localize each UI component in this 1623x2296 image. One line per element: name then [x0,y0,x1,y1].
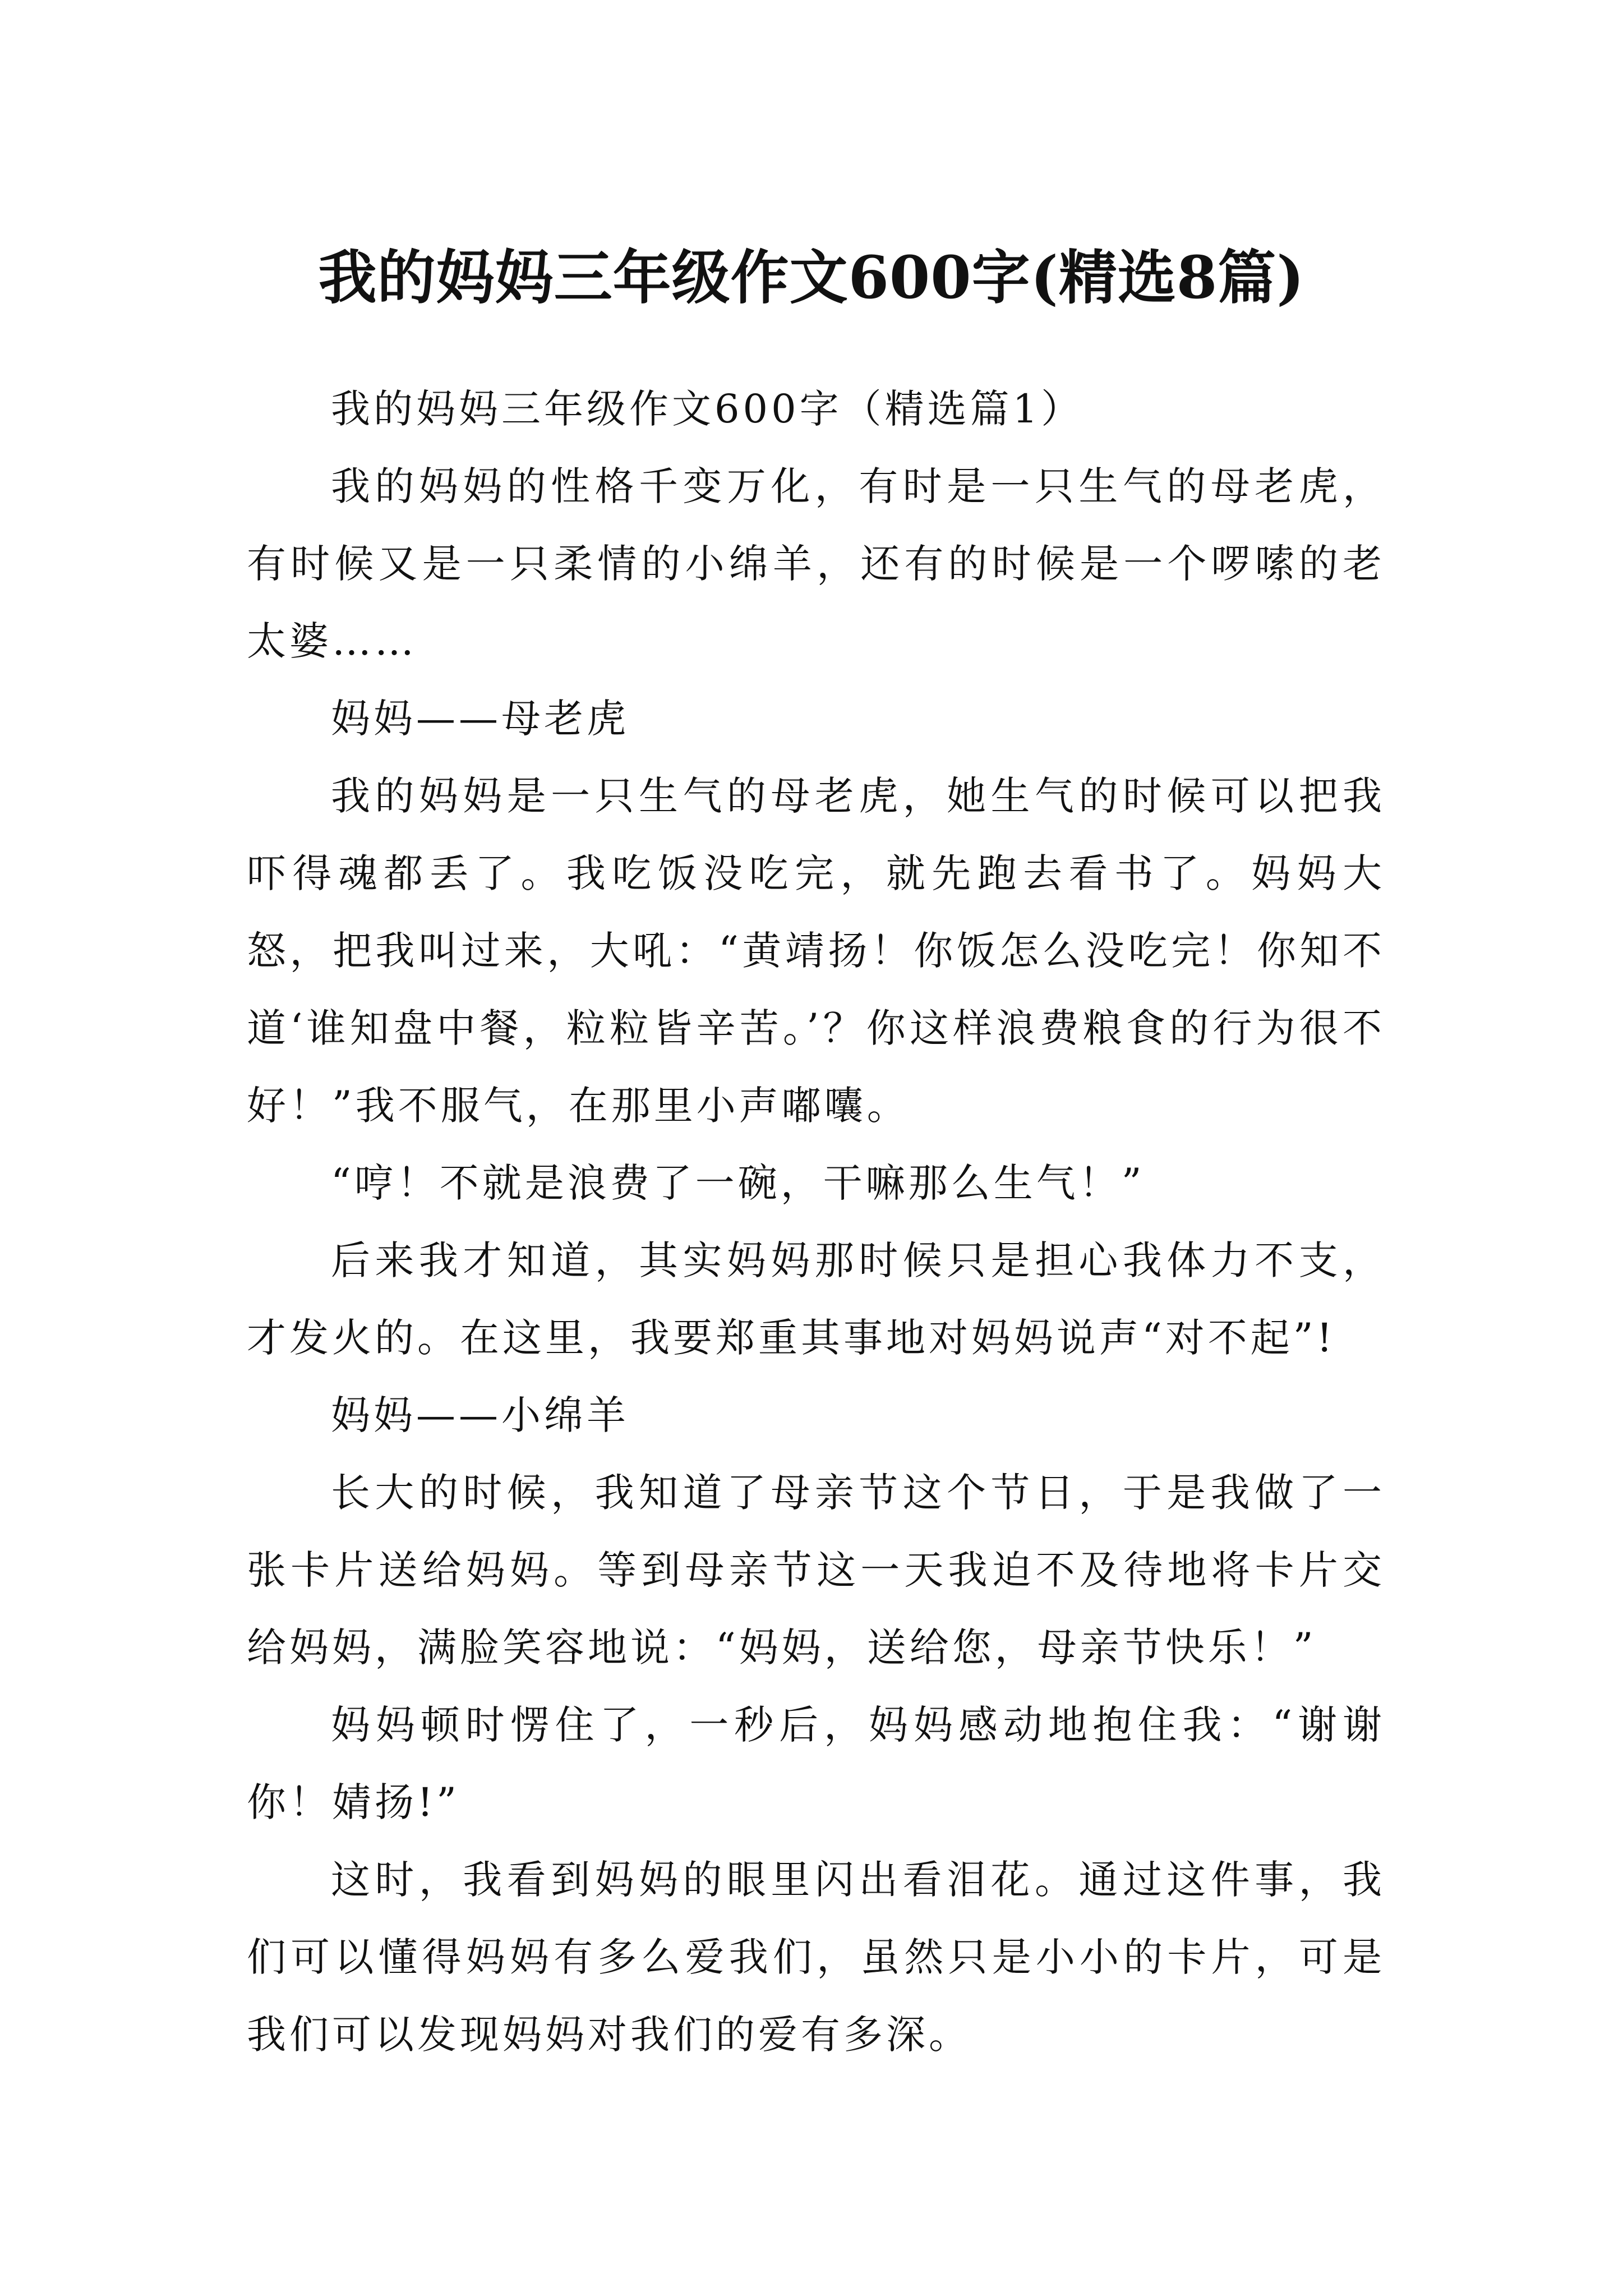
section-heading: 我的妈妈三年级作文600字（精选篇1） [331,386,1084,432]
paragraph: 后来我才知道，其实妈妈那时候只是担心我体力不支，才发火的。在这里，我要郑重其事地对妈妈说声“对不起”! [247,1237,1385,1361]
subheading: 妈妈——母老虎 [331,696,629,742]
document-title: 我的妈妈三年级作文600字(精选8篇) [318,242,1305,312]
paragraph: 我的妈妈的性格千变万化，有时是一只生气的母老虎，有时候又是一只柔情的小绵羊，还有的时候是一个啰嗦的老太婆…… [247,463,1385,664]
paragraph: “哼！不就是浪费了一碗，干嘛那么生气！” [331,1160,1145,1206]
paragraph: 这时，我看到妈妈的眼里闪出看泪花。通过这件事，我们可以懂得妈妈有多么爱我们，虽然只是小小的卡片，可是我们可以发现妈妈对我们的爱有多深。 [247,1857,1385,2058]
paragraph: 妈妈顿时愣住了，一秒后，妈妈感动地抱住我：“谢谢你！婧扬!” [247,1702,1385,1825]
paragraph: 我的妈妈是一只生气的母老虎，她生气的时候可以把我吓得魂都丢了。我吃饭没吃完，就先跑去看书了。妈妈大怒，把我叫过来，大吼：“黄靖扬！你饭怎么没吃完！你知不道‘谁知盘中餐，粒粒皆辛苦。’？你这样浪费粮食的行为很不好！”我不服气，在那里小声嘟囔。 [247,773,1385,1129]
paragraph: 长大的时候，我知道了母亲节这个节日，于是我做了一张卡片送给妈妈。等到母亲节这一天我迫不及待地将卡片交给妈妈，满脸笑容地说：“妈妈，送给您，母亲节快乐！” [247,1470,1385,1671]
subheading: 妈妈——小绵羊 [331,1392,629,1438]
document-body [247,370,1385,2073]
